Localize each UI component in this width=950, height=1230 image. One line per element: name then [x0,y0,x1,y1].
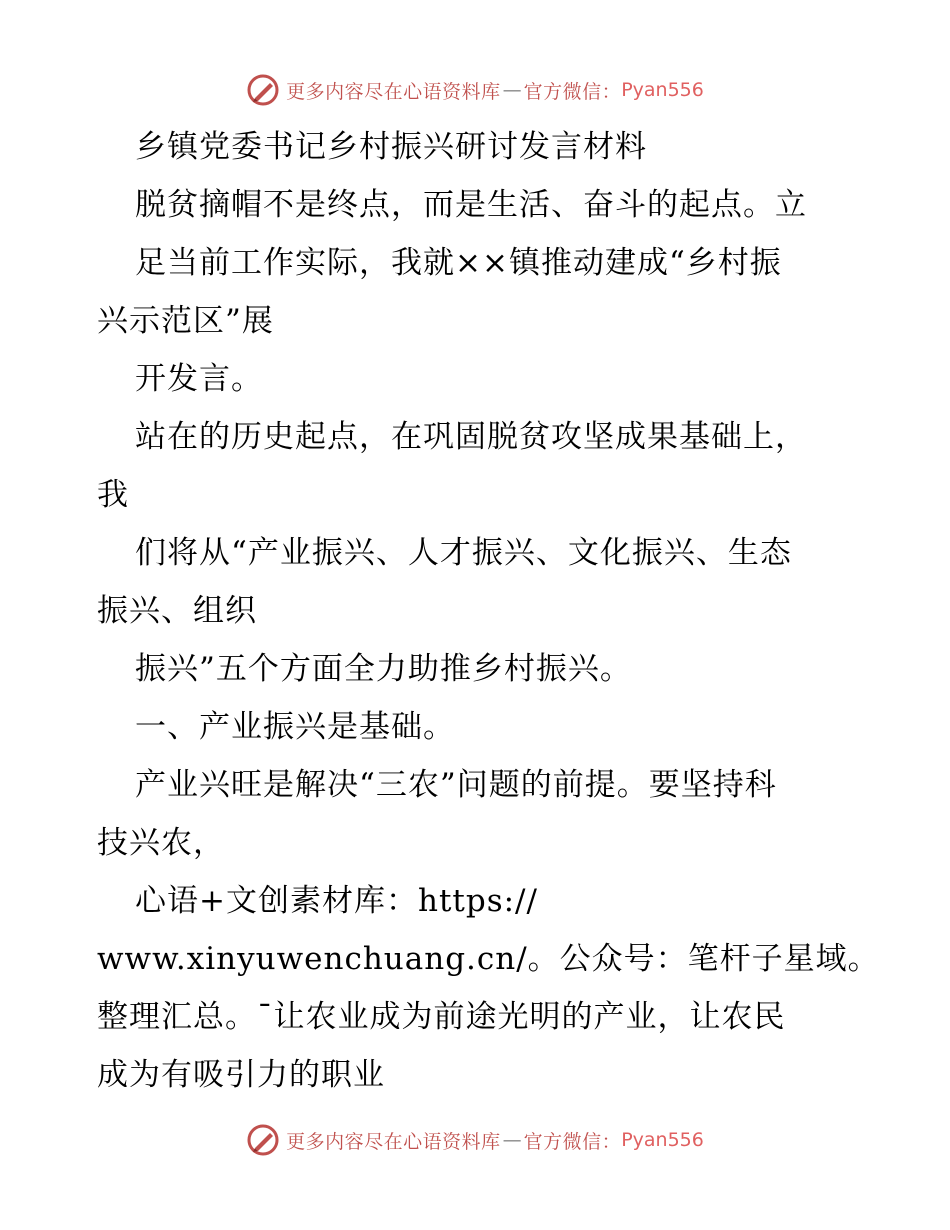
header-watermark [0,70,950,110]
paragraph-line: 兴示范区”展 [97,303,274,339]
watermark-handle: Pyan556 [621,79,704,101]
pen-logo-icon [246,73,280,107]
footer-watermark [0,1120,950,1160]
paragraph-line: 脱贫摘帽不是终点，而是生活、奋斗的起点。立 [135,187,807,223]
doc-title: 乡镇党委书记乡村振兴研讨发言材料 [135,129,647,165]
paragraph-line: www.xinyuwenchuang.cn/。公众号：笔杆子星域。 [97,941,880,977]
paragraph-line: 站在的历史起点，在巩固脱贫攻坚成果基础上， [135,419,807,455]
paragraph-line: 我 [97,477,129,513]
watermark-text: 更多内容尽在心语资料库 [286,1130,501,1153]
paragraph-line: 振兴”五个方面全力助推乡村振兴。 [135,651,632,687]
watermark-handle: Pyan556 [621,1129,704,1151]
paragraph-line: 足当前工作实际，我就××镇推动建成“乡村振 [135,245,782,281]
paragraph-line: 整理汇总。¯让农业成为前途光明的产业，让农民 [97,999,786,1035]
paragraph-line: 成为有吸引力的职业 [97,1057,385,1093]
paragraph-line: 产业兴旺是解决“三农”问题的前提。要坚持科 [135,767,777,803]
paragraph-line: 技兴农， [97,825,225,861]
watermark-label: 官方微信： [523,1130,622,1153]
paragraph-line: 振兴、组织 [97,593,257,629]
section-heading: 一、产业振兴是基础。 [135,709,455,745]
watermark-text: 更多内容尽在心语资料库 [286,80,501,103]
watermark-dash: — [502,1129,522,1151]
watermark-dash: — [502,79,522,101]
watermark-label: 官方微信： [523,80,622,103]
paragraph-line: 开发言。 [135,361,263,397]
paragraph-line: 们将从“产业振兴、人才振兴、文化振兴、生态 [135,535,792,571]
pen-logo-icon [246,1123,280,1157]
paragraph-line: 心语+文创素材库：https:// [135,883,538,919]
